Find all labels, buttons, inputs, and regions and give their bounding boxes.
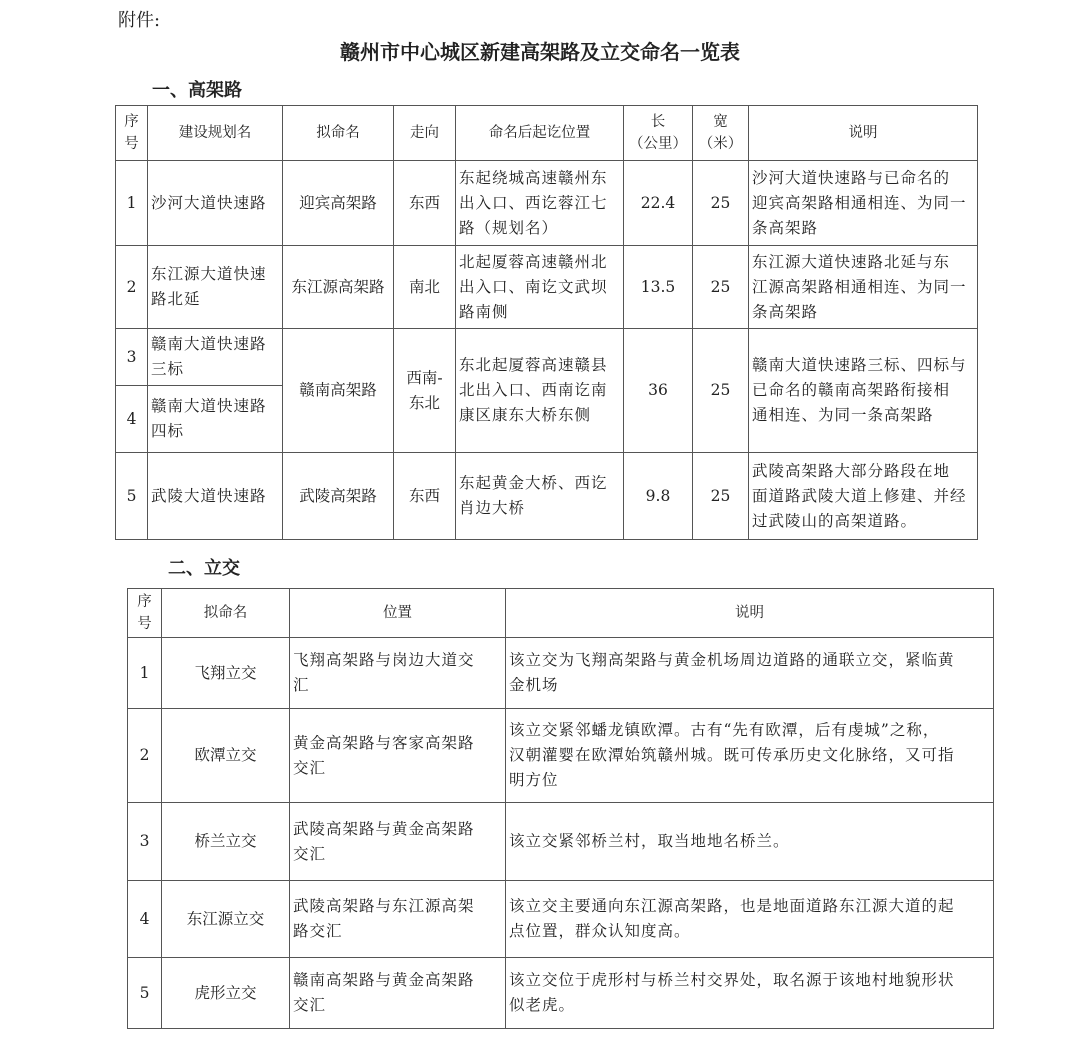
position: 武陵高架路与东江源高架 路交汇: [290, 881, 506, 958]
section-heading-elevated-roads: 一、高架路: [152, 80, 242, 101]
position: 东北起厦蓉高速赣县 北出入口、西南讫南 康区康东大桥东侧: [456, 329, 624, 453]
description: 武陵高架路大部分路段在地 面道路武陵大道上修建、并经 过武陵山的高架道路。: [749, 453, 978, 540]
table-row: [116, 161, 978, 246]
row-number: 4: [116, 386, 148, 453]
proposed-name: 飞翔立交: [162, 638, 290, 709]
proposed-name: 迎宾高架路: [283, 161, 394, 246]
proposed-name: 虎形立交: [162, 958, 290, 1029]
description: 东江源大道快速路北延与东 江源高架路相通相连、为同一 条高架路: [749, 246, 978, 329]
row-number: 5: [116, 453, 148, 540]
proposed-name: 东江源立交: [162, 881, 290, 958]
table-header-row: [116, 106, 978, 161]
length: 13.5: [624, 246, 693, 329]
header-cell: 说明: [506, 589, 994, 638]
position: 飞翔高架路与岗边大道交 汇: [290, 638, 506, 709]
table-header-row: [128, 589, 994, 638]
direction: 西南- 东北: [394, 329, 456, 453]
plan-name: 赣南大道快速路 三标: [148, 329, 283, 386]
table-row: [128, 803, 994, 881]
proposed-name: 武陵高架路: [283, 453, 394, 540]
table-row: [116, 329, 978, 386]
table-row: [128, 958, 994, 1029]
direction: 东西: [394, 453, 456, 540]
header-cell: 位置: [290, 589, 506, 638]
header-cell: 拟命名: [162, 589, 290, 638]
header-cell: 命名后起讫位置: [456, 106, 624, 161]
row-number: 3: [116, 329, 148, 386]
attachment-label: 附件:: [118, 10, 161, 31]
length: 22.4: [624, 161, 693, 246]
plan-name: 武陵大道快速路: [148, 453, 283, 540]
interchanges-table: [127, 588, 994, 1029]
table-row: [116, 246, 978, 329]
header-cell: 说明: [749, 106, 978, 161]
position: 黄金高架路与客家高架路 交汇: [290, 709, 506, 803]
direction: 南北: [394, 246, 456, 329]
description: 该立交主要通向东江源高架路，也是地面道路东江源大道的起 点位置，群众认知度高。: [506, 881, 994, 958]
width: 25: [693, 329, 749, 453]
header-cell: 宽 （米）: [693, 106, 749, 161]
position: 赣南高架路与黄金高架路 交汇: [290, 958, 506, 1029]
document-title: 赣州市中心城区新建高架路及立交命名一览表: [340, 40, 740, 64]
plan-name: 赣南大道快速路 四标: [148, 386, 283, 453]
proposed-name: 桥兰立交: [162, 803, 290, 881]
table-row: [116, 453, 978, 540]
header-cell: 建设规划名: [148, 106, 283, 161]
row-number: 3: [128, 803, 162, 881]
header-cell: 序 号: [128, 589, 162, 638]
elevated-roads-table: [115, 105, 978, 540]
description: 该立交为飞翔高架路与黄金机场周边道路的通联立交，紧临黄 金机场: [506, 638, 994, 709]
header-cell: 拟命名: [283, 106, 394, 161]
description: 该立交紧邻桥兰村，取当地地名桥兰。: [506, 803, 994, 881]
proposed-name: 赣南高架路: [283, 329, 394, 453]
plan-name: 沙河大道快速路: [148, 161, 283, 246]
position: 东起绕城高速赣州东 出入口、西讫蓉江七 路（规划名）: [456, 161, 624, 246]
position: 东起黄金大桥、西讫 肖边大桥: [456, 453, 624, 540]
description: 该立交位于虎形村与桥兰村交界处，取名源于该地村地貌形状 似老虎。: [506, 958, 994, 1029]
width: 25: [693, 161, 749, 246]
table-row: [128, 638, 994, 709]
description: 沙河大道快速路与已命名的 迎宾高架路相通相连、为同一 条高架路: [749, 161, 978, 246]
row-number: 1: [116, 161, 148, 246]
position: 武陵高架路与黄金高架路 交汇: [290, 803, 506, 881]
table-row: [128, 709, 994, 803]
header-cell: 走向: [394, 106, 456, 161]
description: 赣南大道快速路三标、四标与 已命名的赣南高架路衔接相 通相连、为同一条高架路: [749, 329, 978, 453]
description: 该立交紧邻蟠龙镇欧潭。古有“先有欧潭，后有虔城”之称， 汉朝灌婴在欧潭始筑赣州城。既可传承历史文化脉络，又可指 明方位: [506, 709, 994, 803]
proposed-name: 欧潭立交: [162, 709, 290, 803]
proposed-name: 东江源高架路: [283, 246, 394, 329]
direction: 东西: [394, 161, 456, 246]
row-number: 5: [128, 958, 162, 1029]
row-number: 1: [128, 638, 162, 709]
row-number: 2: [128, 709, 162, 803]
position: 北起厦蓉高速赣州北 出入口、南讫文武坝 路南侧: [456, 246, 624, 329]
header-cell: 序 号: [116, 106, 148, 161]
plan-name: 东江源大道快速 路北延: [148, 246, 283, 329]
width: 25: [693, 246, 749, 329]
row-number: 2: [116, 246, 148, 329]
header-cell: 长 （公里）: [624, 106, 693, 161]
row-number: 4: [128, 881, 162, 958]
section-heading-interchanges: 二、立交: [168, 558, 240, 579]
length: 36: [624, 329, 693, 453]
length: 9.8: [624, 453, 693, 540]
width: 25: [693, 453, 749, 540]
table-row: [128, 881, 994, 958]
